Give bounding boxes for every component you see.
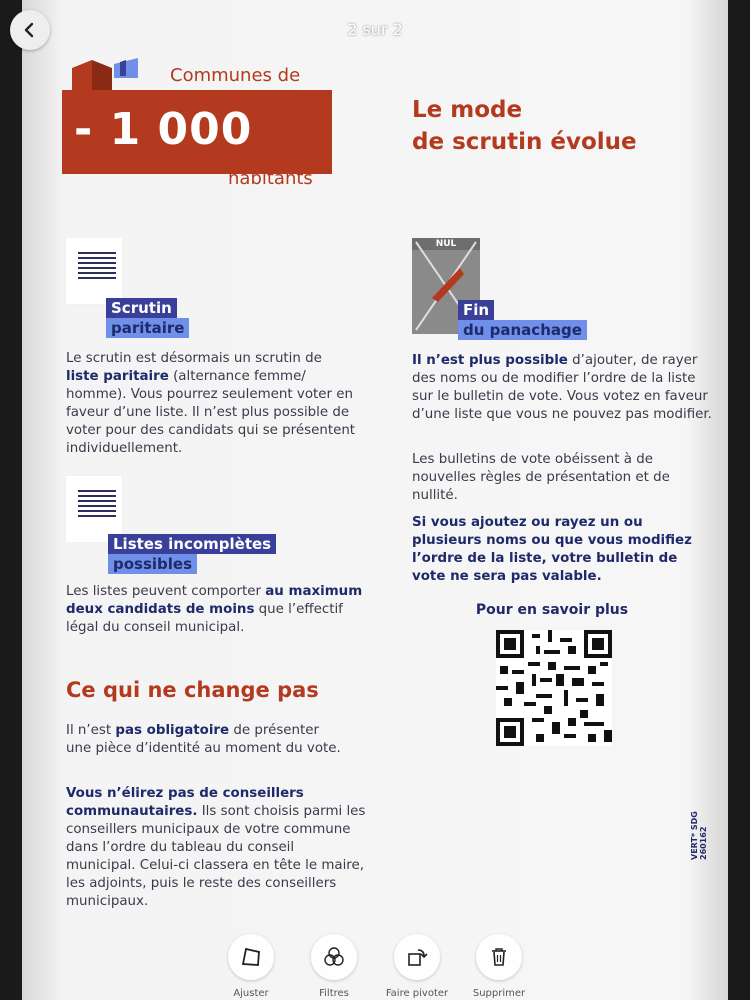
print-code: VERT* SDG 260162: [690, 811, 708, 860]
delete-button[interactable]: Supprimer: [454, 934, 544, 999]
filters-icon: [323, 946, 345, 968]
section-title-change: Ce qui ne change pas: [66, 678, 319, 702]
nul-ballot-icon: NUL: [412, 238, 480, 334]
paritaire-text: Le scrutin est désormais un scrutin de liste paritaire (alternance femme/ homme). Vous pourrez seulement voter en faveur d’une liste. Il n’est plus possible de voter pour des candidats qui se présentent individuellement.: [66, 351, 356, 456]
tag-scrutin-paritaire: Scrutin paritaire: [106, 298, 189, 338]
change-text-2: Vous n’élirez pas de conseillers communautaires. Ils sont choisis parmi les conseillers municipaux de votre commune dans l’ordre du tableau du conseil municipal. Celui-ci classera en tête le maire, les adjoints, puis le reste des conseillers municipaux.: [66, 786, 366, 909]
tag-listes-incompletes: Listes incomplètes possibles: [108, 534, 276, 574]
adjust-button[interactable]: Ajuster: [206, 934, 296, 999]
crop-icon: [240, 946, 262, 968]
page-counter: 2 sur 2: [347, 20, 403, 39]
incompletes-text: Les listes peuvent comporter au maximum deux candidats de moins que l’effectif légal du conseil municipal.: [66, 584, 363, 635]
bottom-toolbar: [0, 920, 750, 1000]
panachage-warning: Si vous ajoutez ou rayez un ou plusieurs noms ou que vous modifiez l’ordre de la liste, votre bulletin de vote ne sera pas valable.: [412, 515, 692, 584]
panachage-text-1: Il n’est plus possible d’ajouter, de rayer des noms ou de modifier l’ordre de la liste sur le bulletin de vote. Vous votez en faveur d’une liste que vous ne pouvez pas modifier.: [412, 353, 712, 422]
rotate-button[interactable]: Faire pivoter: [372, 934, 462, 999]
savoir-plus-heading: Pour en savoir plus: [475, 602, 629, 618]
rotate-icon: [406, 946, 428, 968]
panachage-text-2: Les bulletins de vote obéissent à de nouvelles règles de présentation et de nullité.: [412, 452, 670, 503]
change-text-1: Il n’est pas obligatoire de présenter une pièce d’identité au moment du vote.: [66, 723, 341, 756]
tag-fin-panachage: Fin du panachage: [458, 300, 587, 340]
ballot-list-icon-2: [66, 476, 122, 542]
filters-button[interactable]: Filtres: [289, 934, 379, 999]
qr-code[interactable]: [496, 630, 612, 746]
headline: Le mode de scrutin évolue: [412, 97, 637, 155]
communes-logo: Communes de - 1 000 habitants: [62, 58, 342, 198]
ballot-list-icon: [66, 238, 122, 304]
trash-icon: [488, 946, 510, 968]
